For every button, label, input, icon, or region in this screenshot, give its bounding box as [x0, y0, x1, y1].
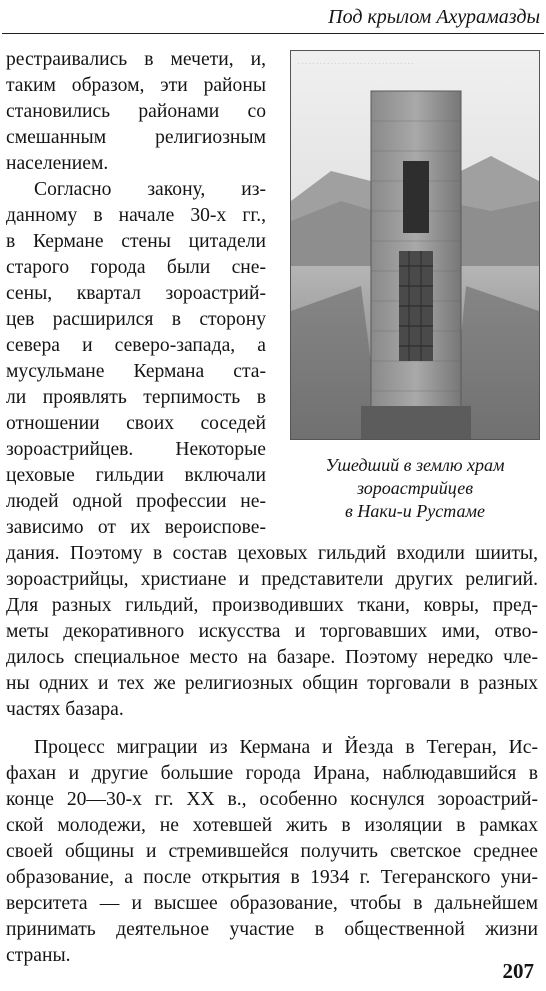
body-text-line: людей одной профессии не- [6, 491, 266, 512]
body-text-line: Согласно закону, из- [34, 179, 266, 200]
svg-text:······························: ································ [297, 58, 415, 70]
body-text-line: ской молодежи, не хотевшей жить в изоляции в рамках [6, 815, 538, 836]
body-text-line: старого города были сне- [6, 257, 266, 278]
body-text-line: смешанным религиозным [6, 127, 266, 148]
page-number: 207 [502, 959, 534, 983]
body-text-line: становились районами со [6, 101, 266, 122]
body-text-line: данному в начале 30-х гг., [6, 205, 266, 226]
body-text-line: зороастрийцев. Некоторые [6, 439, 266, 460]
temple-photo [290, 50, 540, 440]
body-text-line: севера и северо-запада, а [6, 335, 266, 356]
body-text-line: конце 20—30-х гг. XX в., особенно коснулся зороастрий- [6, 789, 538, 810]
body-text-line: ли проявлять терпимость в [6, 387, 266, 408]
body-text-line: Процесс миграции из Кермана и Йезда в Тегеран, Ис- [34, 737, 538, 758]
running-header [0, 0, 546, 38]
body-text-line: цеховые гильдии включали [6, 465, 266, 486]
body-text-line: частях базара. [6, 699, 124, 720]
body-text-line: страны. [6, 945, 71, 966]
body-text-line: населением. [6, 153, 109, 174]
body-text-line: сены, квартал зороастрий- [6, 283, 266, 304]
body-text-line: образование, а после открытия в 1934 г. Тегеранского уни- [6, 867, 538, 888]
body-text-line: в Кермане стены цитадели [6, 231, 266, 252]
body-text-line: ны одних и тех же религиозных общин торговали в разных [6, 673, 538, 694]
body-text-line: дания. Поэтому в состав цеховых гильдий входили шииты, [6, 543, 538, 564]
body-text-line: фахан и другие большие города Ирана, наблюдавшийся в [6, 763, 538, 784]
body-text-line: зависимо от их вероиспове- [6, 517, 266, 538]
photo-caption-line: Ушедший в землю храм [325, 455, 505, 475]
photo-caption-line: в Наки-и Рустаме [345, 501, 485, 521]
photo-caption-line: зороастрийцев [356, 478, 474, 498]
body-text-line: рестраивались в мечети, и, [6, 49, 266, 70]
body-text-line: принимать деятельное участие в общественной жизни [6, 919, 538, 940]
body-text-line: отношении своих соседей [6, 413, 266, 434]
body-text-line: таким образом, эти районы [6, 75, 266, 96]
header-title: Под крылом Ахурамазды [328, 6, 540, 28]
body-text-line: дилось специальное место на базаре. Поэтому нередко чле- [6, 647, 538, 668]
temple-photo-drawing [291, 51, 539, 439]
body-text-line: зороастрийцы, христиане и представители других религий. [6, 569, 538, 590]
body-text-line: Для разных гильдий, производивших ткани, ковры, пред- [6, 595, 538, 616]
body-text-line: меты декоративного искусства и торговавших ими, отво- [6, 621, 538, 642]
body-text-line: мусульмане Кермана ста- [6, 361, 266, 382]
body-text-line: верситета — и высшее образование, чтобы в дальнейшем [6, 893, 538, 914]
header-rule [2, 33, 544, 34]
body-text-line: цев расширился в сторону [6, 309, 266, 330]
body-text-line: своей общины и стремившейся получить светское среднее [6, 841, 538, 862]
